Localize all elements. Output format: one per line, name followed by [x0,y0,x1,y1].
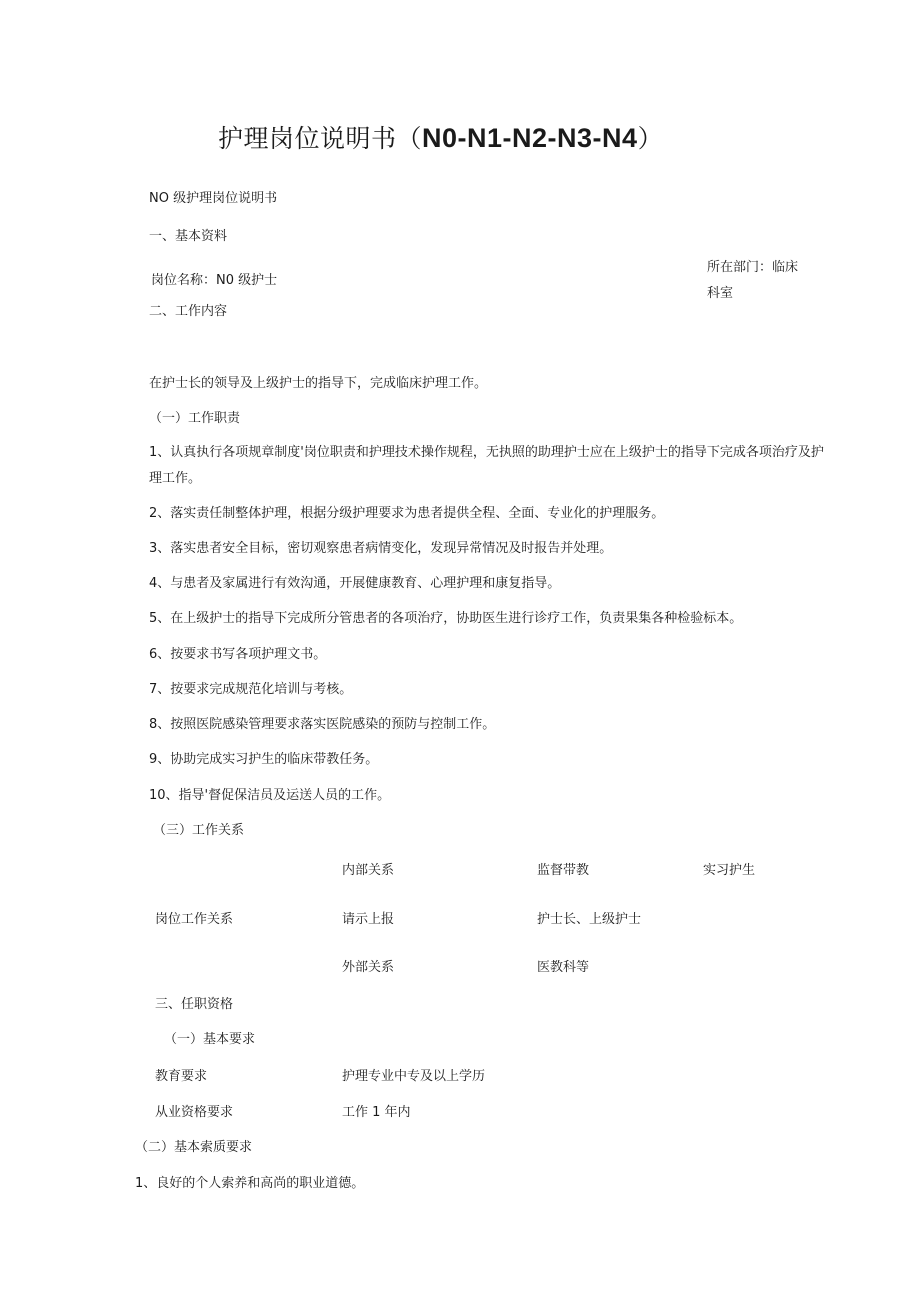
title-close: ） [637,124,664,153]
relation-external: 外部关系 [342,960,395,975]
basic-req-heading: （一）基本要求 [164,1032,256,1047]
experience-label: 从业资格要求 [155,1105,234,1120]
section-basic-info: 一、基本资料 [149,229,228,244]
quality-item: 1、良好的个人索养和高尚的职业道德。 [135,1176,365,1191]
experience-value: 工作 1 年内 [342,1105,411,1120]
relation-internal: 内部关系 [342,863,395,878]
education-label: 教育要求 [155,1069,208,1084]
duty-item: 7、按要求完成规范化培训与考核。 [149,682,353,697]
relation-supervise: 监督带教 [537,863,590,878]
duty-item: 5、在上级护士的指导下完成所分管患者的各项治疗，协助医生进行诊疗工作，负责果集各种检验标本。 [149,611,743,626]
relation-intern: 实习护生 [703,863,756,878]
relation-external-target: 医教科等 [537,960,590,975]
subtitle: NO 级护理岗位说明书 [149,191,278,206]
relation-report: 请示上报 [342,912,395,927]
duty-item: 1、认真执行各项规章制度'岗位职责和护理技术操作规程，无执照的助理护士应在上级护士的指导下完成各项治疗及护理工作。 [149,445,824,486]
duty-item: 2、落实责任制整体护理，根据分级护理要求为患者提供全程、全面、专业化的护理服务。 [149,506,665,521]
duty-item: 4、与患者及家属进行有效沟通，开展健康教育、心理护理和康复指导。 [149,576,561,591]
section-work-content: 二、工作内容 [149,304,228,319]
title-code: N0-N1-N2-N3-N4 [422,123,638,153]
relations-heading: （三）工作关系 [153,823,245,838]
education-value: 护理专业中专及以上学历 [342,1069,486,1084]
department-line2: 科室 [707,286,734,301]
section-qualifications: 三、任职资格 [155,997,234,1012]
duty-item: 3、落实患者安全目标，密切观察患者病情变化，发现异常情况及时报告并处理。 [149,541,613,556]
relation-report-target: 护士长、上级护士 [537,912,642,927]
title-text: 护理岗位说明书（ [218,124,423,153]
post-name: 岗位名称：N0 级护士 [151,273,278,288]
quality-heading: （二）基本索质要求 [135,1140,253,1155]
document-title [218,122,663,154]
intro-text: 在护士长的领导及上级护士的指导下，完成临床护理工作。 [149,376,488,391]
duty-item: 8、按照医院感染管理要求落实医院感染的预防与控制工作。 [149,717,496,732]
duty-item: 6、按要求书写各项护理文书。 [149,647,327,662]
duty-item: 10、指导'督促保洁员及运送人员的工作。 [149,788,391,803]
duties-heading: （一）工作职责 [149,411,241,426]
department-line1: 所在部门：临床 [707,260,799,275]
relation-row-label: 岗位工作关系 [155,912,234,927]
duty-item: 9、协助完成实习护生的临床带教任务。 [149,752,379,767]
